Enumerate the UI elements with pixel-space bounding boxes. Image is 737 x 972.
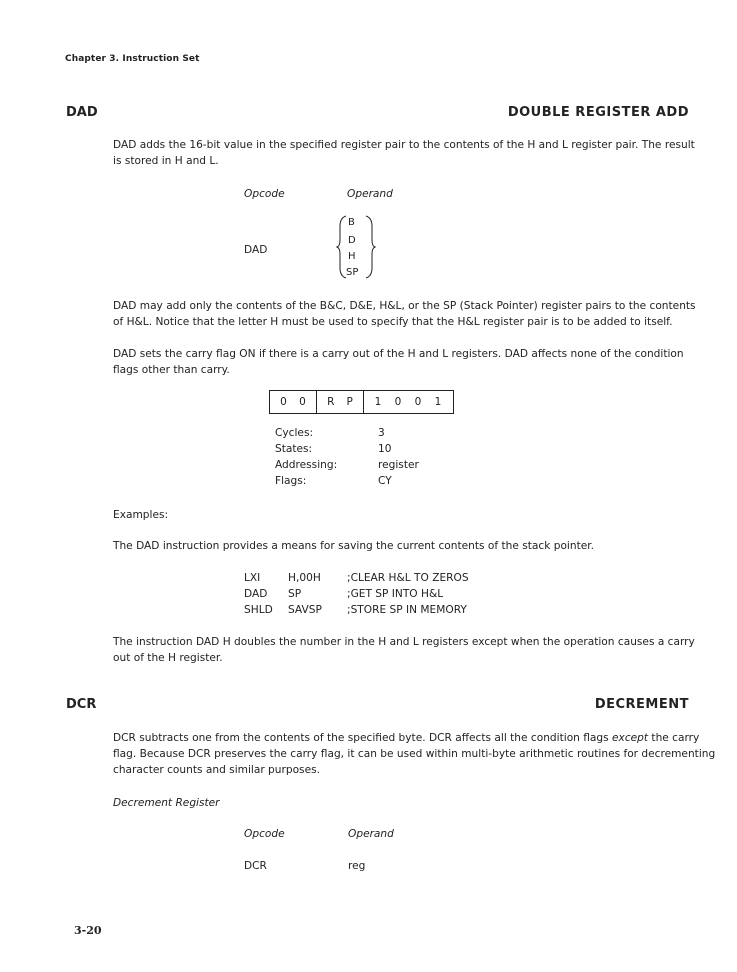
code-op: SHLD [244, 604, 273, 616]
dcr-subhead: Decrement Register [113, 797, 220, 809]
dcr-mnemonic: DCR [66, 697, 97, 712]
addressing-value: register [378, 459, 419, 471]
flags-value: CY [378, 475, 392, 487]
bit: 0 [394, 396, 402, 408]
dad-title: DOUBLE REGISTER ADD [507, 105, 689, 120]
operand-d: D [348, 235, 356, 246]
dad-after-line1: The instruction DAD H doubles the number in the H and L registers except when the operation causes a carry [113, 636, 695, 648]
dad-bit-pattern [269, 390, 454, 414]
examples-label: Examples: [113, 509, 169, 521]
bit: R [327, 396, 335, 408]
bit: P [346, 396, 353, 408]
dcr-desc-line1-b: the carry [648, 732, 700, 744]
code-op: DAD [244, 588, 268, 600]
operand-sp: SP [346, 267, 359, 278]
bit-group-1 [270, 391, 317, 413]
dcr-opcode: DCR [244, 860, 267, 872]
chapter-header: Chapter 3. Instruction Set [65, 54, 200, 64]
dcr-operand: reg [348, 860, 366, 872]
bit-group-rp [317, 391, 364, 413]
cycles-value: 3 [378, 427, 385, 439]
dcr-desc-emphasis: except [612, 732, 649, 744]
example-intro: The DAD instruction provides a means for saving the current contents of the stack pointer. [113, 540, 595, 552]
page-number: 3-20 [74, 924, 102, 937]
dcr-title: DECREMENT [594, 697, 689, 712]
dcr-opcode-label: Opcode [244, 828, 285, 840]
code-op: LXI [244, 572, 261, 584]
dcr-operand-label: Operand [348, 828, 394, 840]
dcr-desc-line1-a: DCR subtracts one from the contents of the specified byte. DCR affects all the condition flags [113, 732, 613, 744]
flags-label: Flags: [275, 475, 307, 487]
dad-desc-line2: is stored in H and L. [113, 155, 219, 167]
bit: 0 [280, 396, 287, 408]
addressing-label: Addressing: [275, 459, 338, 471]
code-arg: H,00H [288, 572, 321, 584]
dad-opcode-label: Opcode [244, 188, 285, 200]
dad-para2-line1: DAD may add only the contents of the B&C, D&E, H&L, or the SP (Stack Pointer) register pairs to the contents [113, 300, 696, 312]
bit: 0 [299, 396, 306, 408]
operand-b: B [348, 217, 355, 228]
dad-para3-line2: flags other than carry. [113, 364, 230, 376]
operand-h: H [348, 251, 356, 262]
code-arg: SAVSP [288, 604, 322, 616]
code-comment: ;CLEAR H&L TO ZEROS [347, 572, 469, 584]
dcr-desc-line1 [113, 730, 699, 746]
dad-operand-label: Operand [347, 188, 393, 200]
bit: 0 [414, 396, 422, 408]
dad-opcode: DAD [244, 244, 268, 256]
dcr-desc-line2: flag. Because DCR preserves the carry flag, it can be used within multi-byte arithmetic routines for decrementing [113, 748, 716, 760]
bit: 1 [374, 396, 382, 408]
dad-desc-line1: DAD adds the 16-bit value in the specified register pair to the contents of the H and L register pair. The result [113, 139, 695, 151]
code-comment: ;GET SP INTO H&L [347, 588, 444, 600]
states-label: States: [275, 443, 313, 455]
bit-group-3 [364, 391, 452, 413]
dcr-desc-line3: character counts and similar purposes. [113, 764, 320, 776]
code-comment: ;STORE SP IN MEMORY [347, 604, 467, 616]
dad-mnemonic: DAD [66, 105, 98, 120]
dad-after-line2: out of the H register. [113, 652, 223, 664]
dad-para3-line1: DAD sets the carry flag ON if there is a carry out of the H and L registers. DAD affects none of the condition [113, 348, 684, 360]
dad-para2-line2: of H&L. Notice that the letter H must be used to specify that the H&L register pair is to be added to itself. [113, 316, 673, 328]
code-arg: SP [288, 588, 302, 600]
bit: 1 [434, 396, 442, 408]
states-value: 10 [378, 443, 392, 455]
cycles-label: Cycles: [275, 427, 314, 439]
